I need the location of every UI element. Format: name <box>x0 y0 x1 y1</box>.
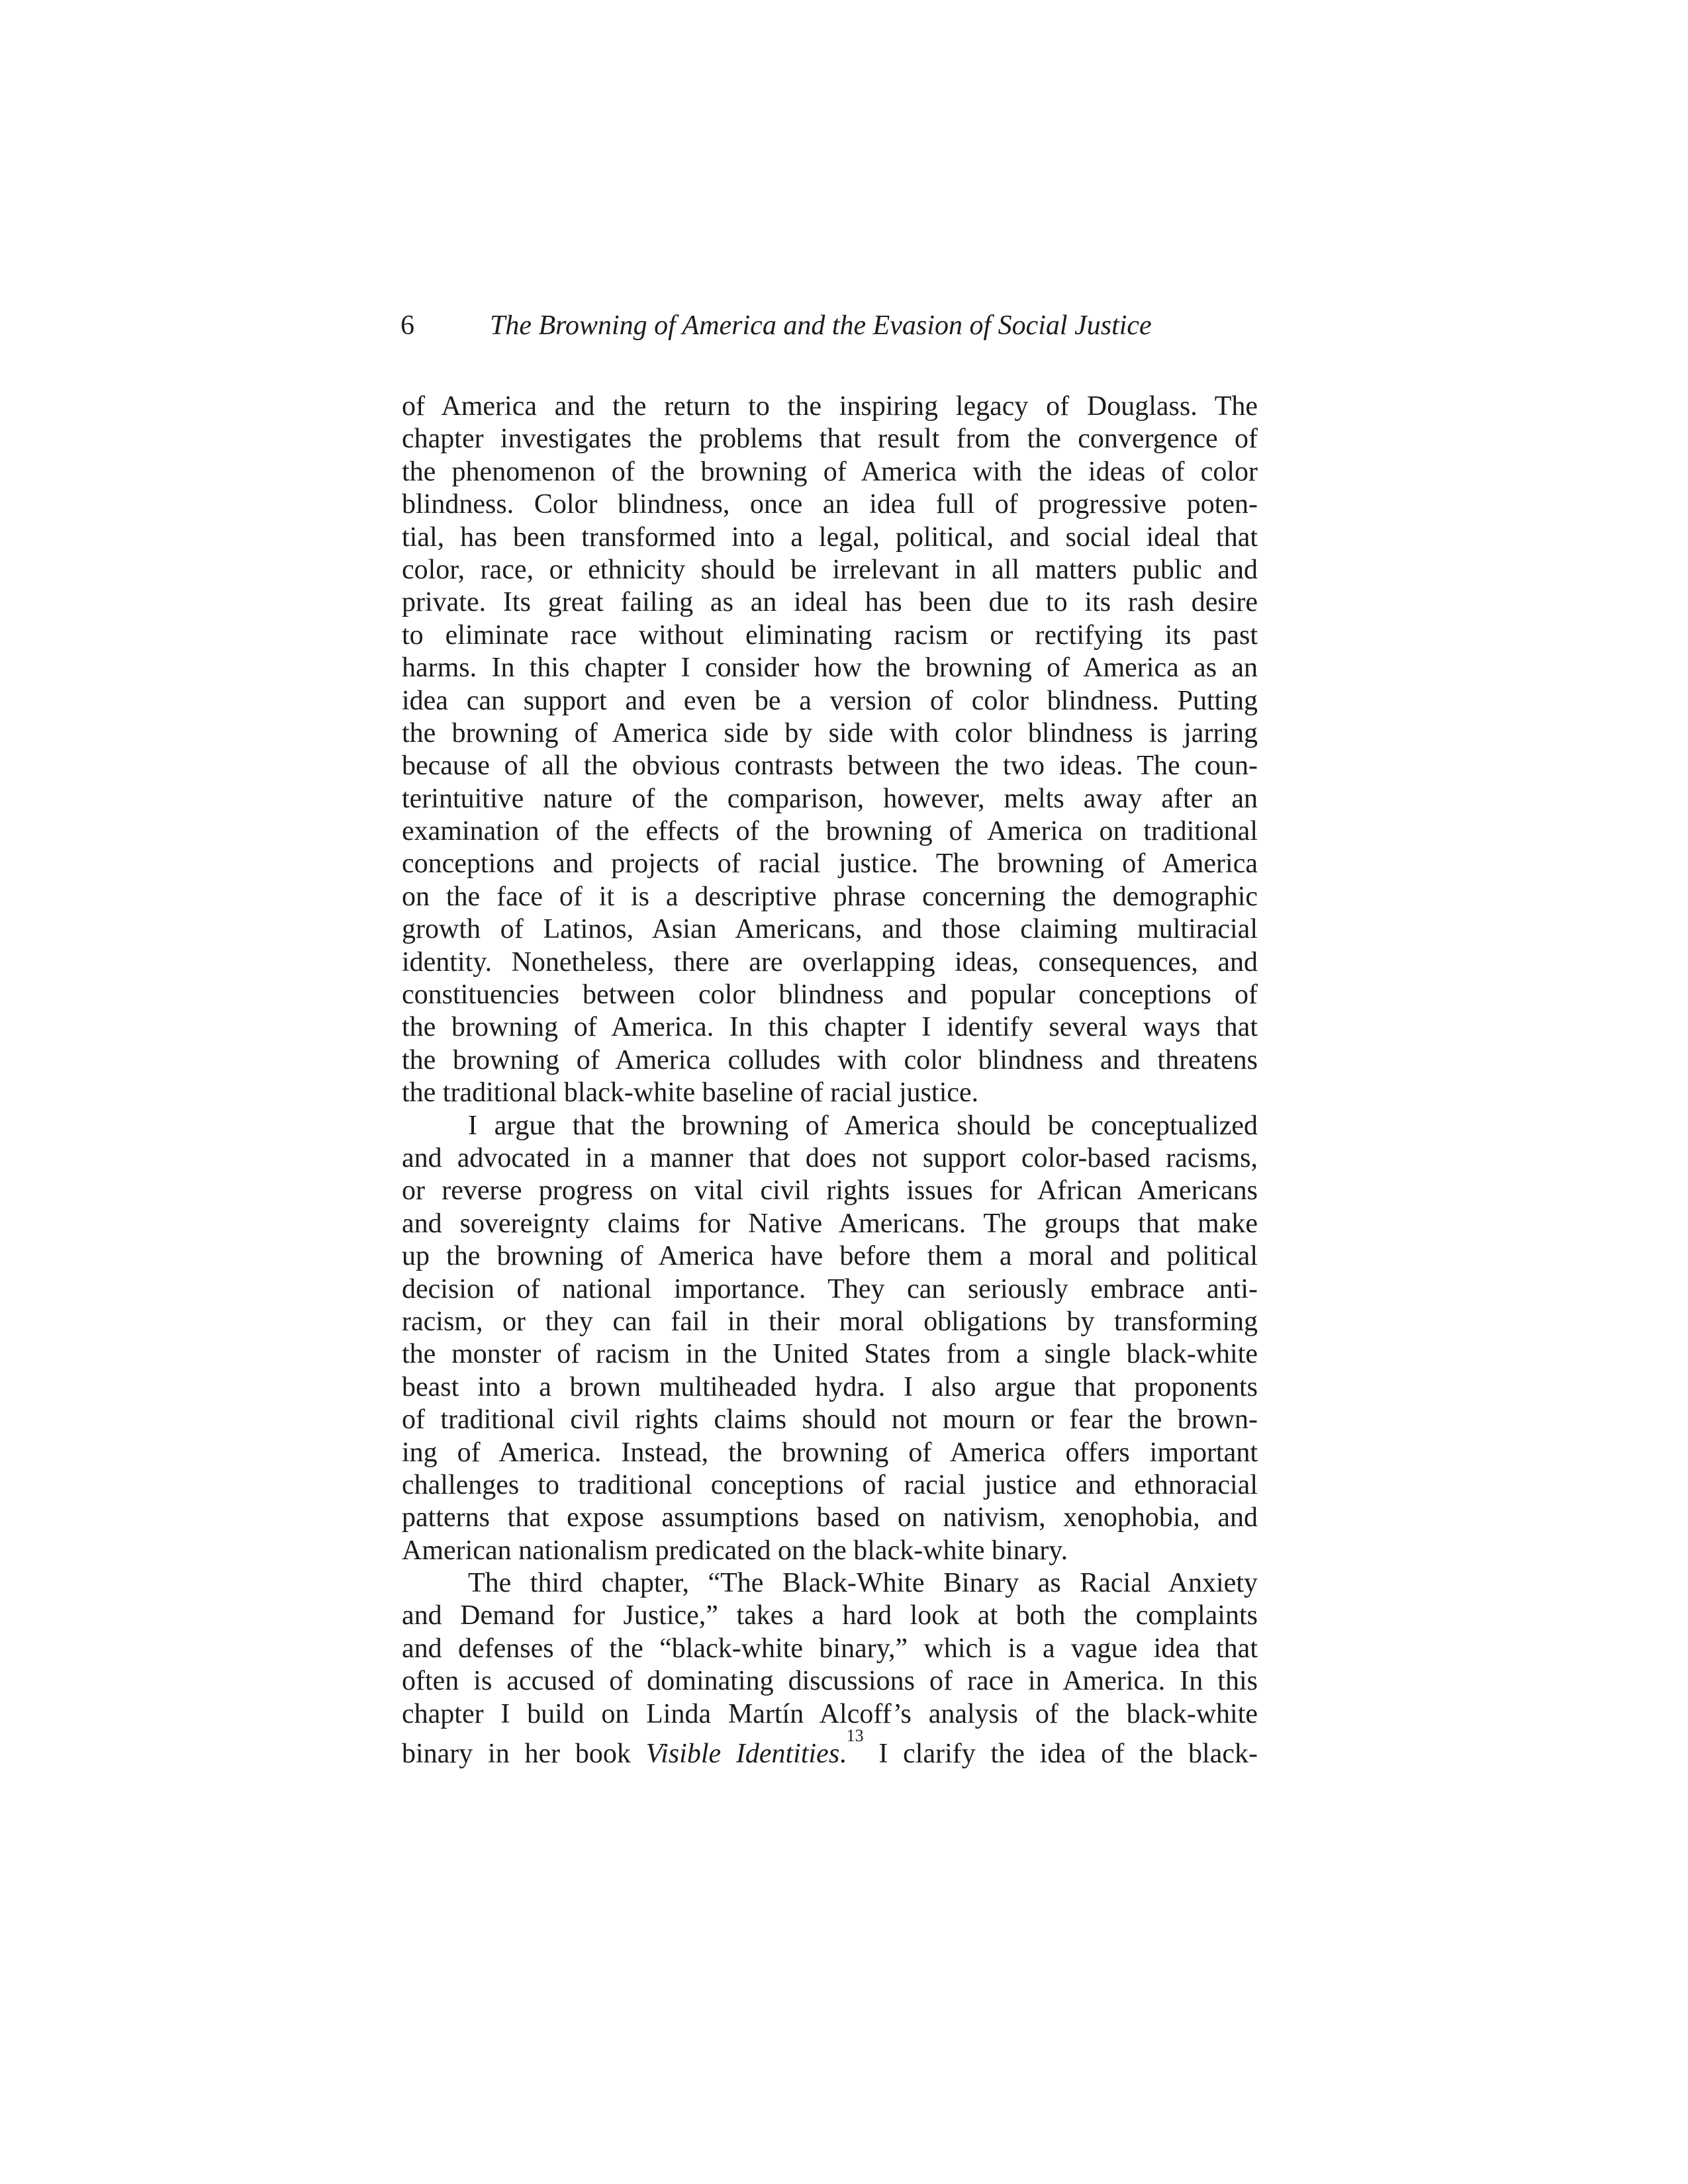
text-line: growth of Latinos, Asian Americans, and those claiming multiracial <box>402 914 1258 945</box>
text-line <box>402 1726 1258 1770</box>
text-line: of America and the return to the inspiring legacy of Douglass. The <box>402 391 1258 422</box>
text-line: the phenomenon of the browning of America with the ideas of color <box>402 456 1258 487</box>
text-line: harms. In this chapter I consider how the browning of America as an <box>402 653 1258 684</box>
paragraph <box>402 390 1258 1110</box>
text-line: private. Its great failing as an ideal has been due to its rash desire <box>402 587 1258 618</box>
text-line: beast into a brown multiheaded hydra. I also argue that proponents <box>402 1371 1258 1402</box>
paragraph <box>402 1110 1258 1567</box>
text-line: on the face of it is a descriptive phrase concerning the demographic <box>402 881 1258 912</box>
footnote-marker: 13 <box>846 1726 864 1746</box>
text-line: American nationalism predicated on the black-white binary. <box>402 1535 1068 1566</box>
text-line: decision of national importance. They can seriously embrace anti- <box>402 1273 1258 1304</box>
text-line: blindness. Color blindness, once an idea full of progressive poten- <box>402 489 1258 520</box>
text-line: idea can support and even be a version of color blindness. Putting <box>402 685 1258 716</box>
text-line: identity. Nonetheless, there are overlapping ideas, consequences, and <box>402 946 1258 978</box>
text-line: ing of America. Instead, the browning of America offers important <box>402 1437 1258 1468</box>
book-title: Visible Identities <box>645 1739 840 1770</box>
text-line: conceptions and projects of racial justice. The browning of America <box>402 848 1258 880</box>
text-run: I clarify the idea of the black- <box>863 1739 1258 1770</box>
text-line: the browning of America colludes with color blindness and threatens <box>402 1044 1258 1075</box>
text-line: or reverse progress on vital civil rights issues for African Americans <box>402 1175 1258 1206</box>
text-line: patterns that expose assumptions based on nativism, xenophobia, and <box>402 1502 1258 1533</box>
text-line: racism, or they can fail in their moral obligations by transforming <box>402 1306 1258 1337</box>
text-line: the browning of America side by side with color blindness is jarring <box>402 717 1258 749</box>
text-line: and defenses of the “black-white binary,” which is a vague idea that <box>402 1633 1258 1664</box>
text-line: examination of the effects of the browning of America on traditional <box>402 816 1258 847</box>
text-line: The third chapter, “The Black-White Binary as Racial Anxiety <box>468 1568 1258 1599</box>
text-line: challenges to traditional conceptions of racial justice and ethnoracial <box>402 1469 1258 1500</box>
running-title: The Browning of America and the Evasion of Social Justice <box>490 310 1152 341</box>
text-line: terintuitive nature of the comparison, however, melts away after an <box>402 783 1258 814</box>
paragraph <box>402 1567 1258 1770</box>
text-line: the monster of racism in the United States from a single black-white <box>402 1339 1258 1370</box>
text-line: to eliminate race without eliminating racism or rectifying its past <box>402 619 1258 651</box>
text-line: and Demand for Justice,” takes a hard look at both the complaints <box>402 1600 1258 1631</box>
text-run: binary in her book <box>402 1739 646 1770</box>
page-number: 6 <box>400 310 414 341</box>
text-line: often is accused of dominating discussions of race in America. In this <box>402 1666 1258 1697</box>
text-line: chapter investigates the problems that result from the convergence of <box>402 424 1258 455</box>
text-line: constituencies between color blindness and popular conceptions of <box>402 979 1258 1011</box>
text-line: and sovereignty claims for Native Americans. The groups that make <box>402 1208 1258 1239</box>
text-line: because of all the obvious contrasts between the two ideas. The coun- <box>402 751 1258 782</box>
text-line: the traditional black-white baseline of racial justice. <box>402 1077 979 1109</box>
text-line: tial, has been transformed into a legal, political, and social ideal that <box>402 522 1258 553</box>
text-run: . <box>839 1739 847 1770</box>
body-text <box>402 390 1258 1770</box>
running-head <box>400 306 1261 345</box>
text-line: the browning of America. In this chapter I identify several ways that <box>402 1012 1258 1043</box>
text-line: chapter I build on Linda Martín Alcoff’s analysis of the black-white <box>402 1698 1258 1729</box>
text-line: of traditional civil rights claims should not mourn or fear the brown- <box>402 1404 1258 1435</box>
text-line: up the browning of America have before them a moral and political <box>402 1241 1258 1272</box>
text-line: and advocated in a manner that does not support color-based racisms, <box>402 1142 1258 1173</box>
text-line: I argue that the browning of America should be conceptualized <box>468 1110 1258 1141</box>
text-line: color, race, or ethnicity should be irrelevant in all matters public and <box>402 554 1258 585</box>
